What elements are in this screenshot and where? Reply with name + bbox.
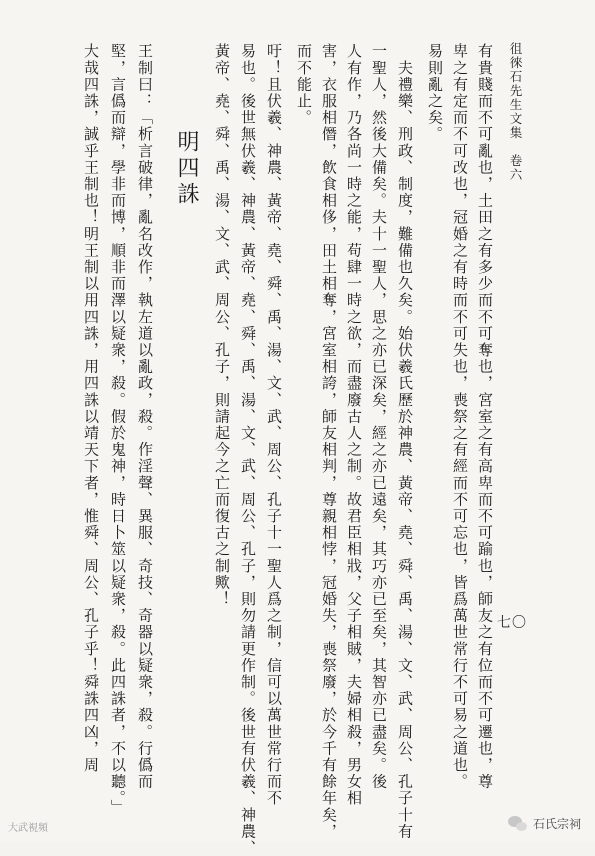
running-title: 徂徠石先生文集 卷六 <box>508 42 523 182</box>
text-column: 易也。後世無伏羲、神農、黃帝、堯、舜、禹、湯、文、武、周公、孔子，則勿請更作制。後世有伏羲、神農、 <box>239 43 257 856</box>
watermark-left: 大武視頻 <box>8 823 48 834</box>
text-column: 一聖人，然後大備矣。夫十一聖人，思之亦已深矣，經之亦已遠矣，其巧亦已至矣，其智亦已盡矣。後 <box>370 43 388 790</box>
text-column: 夫禮樂、刑政、制度，難備也久矣。始伏羲氏歷於神農、黃帝、堯、舜、禹、湯、文、武、周公、孔子十有 <box>396 43 414 840</box>
text-column: 人有作，乃各尚一時之能，苟肆一時之欲，而盡廢古人之制。故君臣相戕，父子相賊，夫婦相殺，男女相 <box>345 43 363 807</box>
section-column: 大哉四誅，誠乎王制也！明王制以用四誅，用四誅以靖天下者，惟舜、周公、孔子乎！舜誅四凶，周 <box>82 43 100 774</box>
section-title: 明四誅 <box>174 130 199 208</box>
section-column: 堅，言僞而辯，學非而博，順非而澤以疑衆，殺。假於鬼神，時日卜筮以疑衆，殺。此四誅者，不以聽。」 <box>109 43 127 816</box>
text-column: 而不能止。 <box>295 43 313 126</box>
page-number: 七〇 <box>497 615 527 631</box>
text-column: 害，衣服相僭，飲食相侈，田土相奪，宮室相誇，師友相判，尊親相悖，冠婚失，喪祭廢，於今千有餘年矣， <box>320 43 338 840</box>
text-column: 易則亂之矣。 <box>426 43 444 143</box>
text-column: 黃帝、堯、舜、禹、湯、文、武、周公、孔子，則請起今之亡而復古之制歟！ <box>213 43 231 608</box>
wechat-icon <box>508 816 528 832</box>
watermark-right-label: 石氏宗祠 <box>532 817 581 831</box>
text-column: 有貴賤而不可亂也，土田之有多少而不可奪也，宮室之有高卑而不可踰也，師友之有位而不可遷也，尊 <box>476 43 494 790</box>
text-column: 卑之有定而不可改也，冠婚之有時而不可失也，喪祭之有經而不可忘也，皆爲萬世常行不可易之道也。 <box>451 43 469 790</box>
section-column: 王制曰：「析言破律，亂名改作，執左道以亂政，殺。作淫聲、異服、奇技、奇器以疑衆，殺。行僞而 <box>136 43 154 790</box>
watermark-right <box>508 815 581 832</box>
text-column: 吁！且伏羲、神農、黃帝、堯、舜、禹、湯、文、武、周公、孔子十一聖人爲之制，信可以萬世常行而不 <box>265 43 283 807</box>
